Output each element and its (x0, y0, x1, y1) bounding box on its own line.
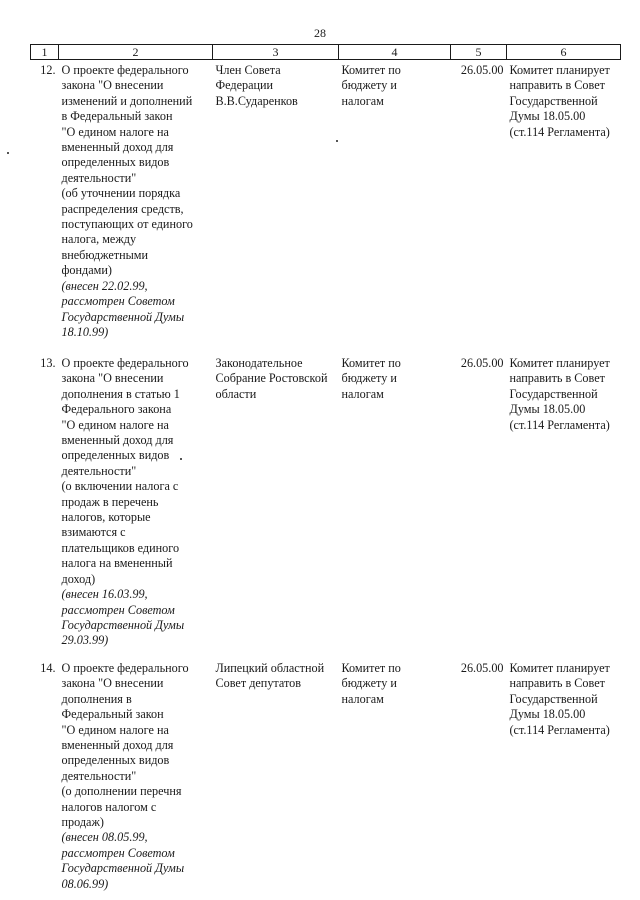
committee-plan-line: Государственной (509, 386, 598, 401)
submission-note-line: рассмотрен Советом (61, 602, 175, 617)
column-header: 1 (31, 45, 59, 60)
submission-note-line: рассмотрен Советом (61, 845, 175, 860)
submission-note-line: Государственной Думы (61, 617, 185, 632)
bill-title-line: О проекте федерального (61, 661, 189, 675)
scan-speck (7, 152, 9, 154)
responsible-committee (339, 658, 451, 896)
scan-speck (180, 458, 182, 460)
committee-plan-line: направить в Совет (509, 78, 605, 93)
bill-title-line: О проекте федерального (61, 63, 189, 77)
bill-author-line: Совет депутатов (215, 676, 301, 691)
bill-title-line: деятельности" (61, 768, 137, 783)
table-row (31, 353, 621, 658)
submission-note-line: (внесен 16.03.99, (61, 587, 148, 602)
row-number: 12. (40, 63, 56, 77)
committee-plan-line: (ст.114 Регламента) (509, 417, 610, 432)
submission-note-line: Государственной Думы (61, 309, 185, 324)
bill-author (213, 353, 339, 658)
bill-title-line: деятельности" (61, 463, 137, 478)
column-header: 5 (451, 45, 507, 60)
bill-title-line: определенных видов (61, 753, 170, 768)
bill-title-line: в Федеральный закон (61, 109, 173, 124)
committee-plan-line: Комитет планирует (509, 356, 610, 370)
bill-registry-table (30, 44, 621, 896)
table-row (31, 60, 621, 354)
responsible-committee-line: налогам (341, 691, 384, 706)
bill-title (59, 658, 213, 896)
row-number: 13. (40, 356, 56, 370)
bill-title-line: продаж в перечень (61, 494, 159, 509)
bill-author-line: Член Совета (215, 63, 281, 77)
bill-title (59, 60, 213, 354)
row-number: 14. (40, 661, 56, 675)
bill-author-line: Липецкий областной (215, 661, 325, 675)
bill-title-line: налогов, которые (61, 510, 151, 525)
bill-title-line: налога на вмененный (61, 556, 173, 571)
page-number: 28 (314, 26, 326, 40)
bill-title-line: доход) (61, 571, 96, 586)
responsible-committee-line: Комитет по (341, 356, 401, 370)
column-number-header (31, 45, 621, 60)
committee-plan-line: Государственной (509, 93, 598, 108)
bill-author-line: Законодательное (215, 356, 303, 370)
responsible-committee (339, 353, 451, 658)
submission-note-line: (внесен 22.02.99, (61, 278, 148, 293)
responsible-committee (339, 60, 451, 354)
submission-note-line: 18.10.99) (61, 324, 109, 339)
submission-note-line: 08.06.99) (61, 876, 109, 891)
scan-speck (336, 140, 338, 142)
column-header: 6 (507, 45, 621, 60)
bill-title-line: Федерального закона (61, 402, 172, 417)
bill-title-line: О проекте федерального (61, 356, 189, 370)
column-header: 4 (339, 45, 451, 60)
submission-note-line: рассмотрен Советом (61, 294, 175, 309)
responsible-committee-line: бюджету и (341, 78, 397, 93)
committee-plan-line: Комитет планирует (509, 63, 610, 77)
committee-plan (507, 60, 621, 354)
committee-plan-line: Думы 18.05.00 (509, 707, 586, 722)
bill-title-line: закона "О внесении (61, 371, 164, 386)
committee-plan (507, 353, 621, 658)
bill-title-line: вмененный доход для (61, 433, 174, 448)
committee-plan (507, 658, 621, 896)
submission-note-line: (внесен 08.05.99, (61, 830, 148, 845)
bill-author (213, 60, 339, 354)
bill-author-line: Собрание Ростовской (215, 371, 328, 386)
bill-title-line: (об уточнении порядка (61, 186, 181, 201)
bill-title-line: (о дополнении перечня (61, 784, 182, 799)
column-header: 2 (59, 45, 213, 60)
bill-title-line: закона "О внесении (61, 78, 164, 93)
bill-title-line: изменений и дополнений (61, 93, 193, 108)
bill-title (59, 353, 213, 658)
bill-title-line: "О едином налоге на (61, 417, 169, 432)
bill-title-line: распределения средств, (61, 201, 184, 216)
bill-title-line: продаж) (61, 815, 104, 830)
committee-plan-line: Думы 18.05.00 (509, 402, 586, 417)
bill-title-line: взимаются с (61, 525, 126, 540)
responsible-committee-line: налогам (341, 93, 384, 108)
committee-plan-line: направить в Совет (509, 371, 605, 386)
bill-title-line: внебюджетными (61, 247, 149, 262)
bill-author-line: области (215, 386, 257, 401)
bill-title-line: определенных видов (61, 448, 170, 463)
committee-plan-line: Думы 18.05.00 (509, 109, 586, 124)
date: 26.05.00 (460, 356, 504, 370)
responsible-committee-line: Комитет по (341, 63, 401, 77)
bill-title-line: налога, между (61, 232, 137, 247)
bill-title-line: дополнения в (61, 691, 132, 706)
committee-plan-line: Государственной (509, 691, 598, 706)
submission-note-line: 29.03.99) (61, 633, 109, 648)
responsible-committee-line: Комитет по (341, 661, 401, 675)
bill-title-line: налогов налогом с (61, 799, 157, 814)
bill-title-line: закона "О внесении (61, 676, 164, 691)
committee-plan-line: направить в Совет (509, 676, 605, 691)
responsible-committee-line: бюджету и (341, 371, 397, 386)
responsible-committee-line: бюджету и (341, 676, 397, 691)
date: 26.05.00 (460, 63, 504, 77)
bill-title-line: фондами) (61, 263, 112, 278)
column-header: 3 (213, 45, 339, 60)
submission-note-line: Государственной Думы (61, 861, 185, 876)
bill-author (213, 658, 339, 896)
bill-title-line: поступающих от единого (61, 217, 193, 232)
bill-title-line: вмененный доход для (61, 140, 174, 155)
committee-plan-line: (ст.114 Регламента) (509, 722, 610, 737)
bill-title-line: "О едином налоге на (61, 124, 169, 139)
responsible-committee-line: налогам (341, 386, 384, 401)
bill-title-line: плательщиков единого (61, 540, 180, 555)
bill-title-line: дополнения в статью 1 (61, 386, 180, 401)
bill-author-line: Федерации (215, 78, 274, 93)
bill-author-line: В.В.Судаpенков (215, 93, 298, 108)
bill-title-line: Федеральный закон (61, 707, 164, 722)
table-row (31, 658, 621, 896)
bill-title-line: деятельности" (61, 170, 137, 185)
committee-plan-line: Комитет планирует (509, 661, 610, 675)
committee-plan-line: (ст.114 Регламента) (509, 124, 610, 139)
date: 26.05.00 (460, 661, 504, 675)
bill-title-line: вмененный доход для (61, 738, 174, 753)
bill-title-line: "О едином налоге на (61, 722, 169, 737)
bill-title-line: определенных видов (61, 155, 170, 170)
bill-title-line: (о включении налога с (61, 479, 179, 494)
